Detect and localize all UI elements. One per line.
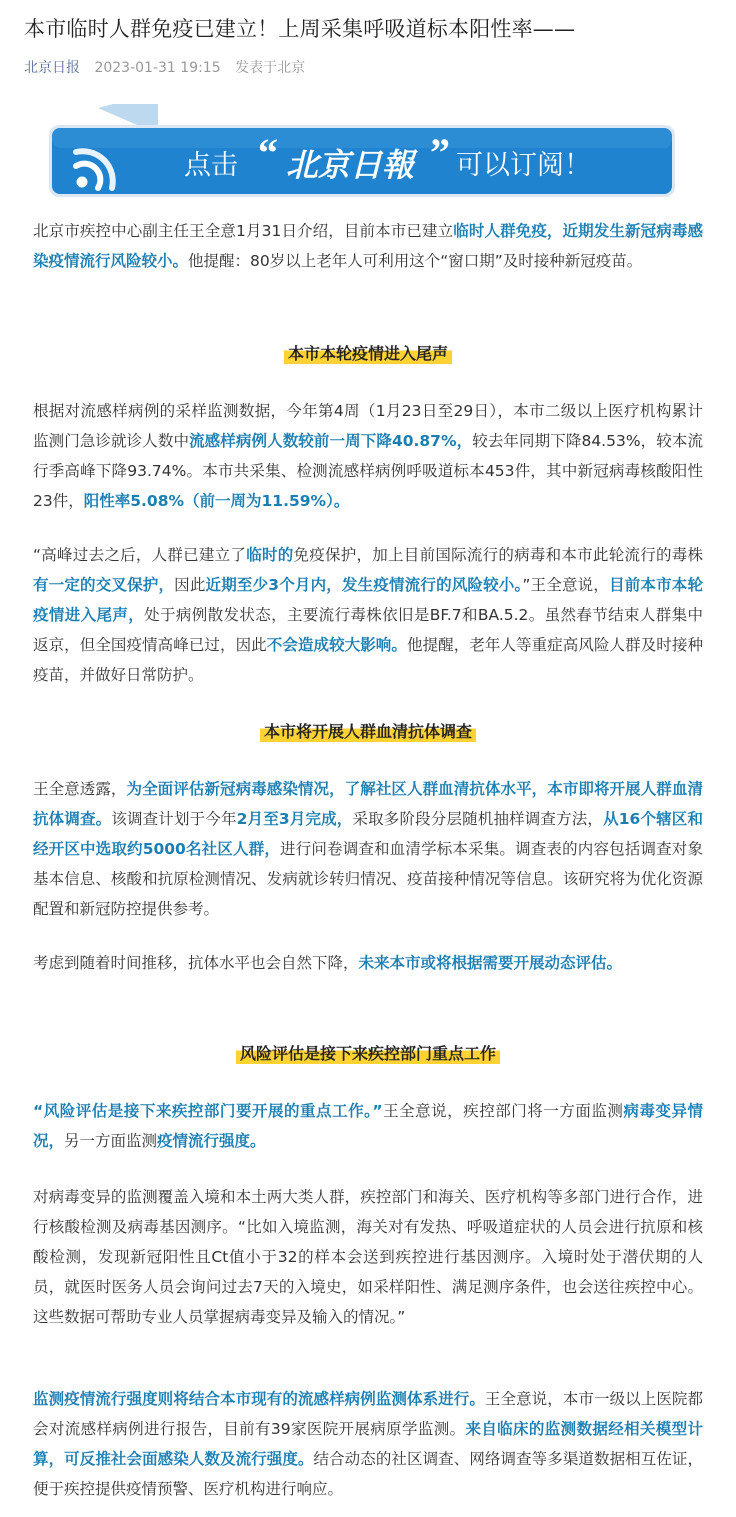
- banner-text-prefix: 点击: [184, 150, 238, 180]
- body-text: 王全意说，疾控部门将一方面监测: [382, 1102, 624, 1120]
- body-text: 处于病例散发状态，主要流行毒株依旧是BF.7和BA.5.2。虽然春节结束人群集中返京，但全国疫情高峰已过，因此: [33, 606, 703, 654]
- body-text: 进行问卷调查和血清学标本采集。调查表的内容包括调查对象基本信息、核酸和抗原检测情况、发病就诊转归情况、疫苗接种情况等信息。该研究将为优化资源配置和新冠防控提供参考。: [33, 840, 703, 918]
- body-text: 王全意透露，: [33, 780, 127, 798]
- article-meta: [24, 58, 305, 78]
- body-text: 对病毒变异的监测覆盖入境和本土两大类人群，疾控部门和海关、医疗机构等多部门进行合作，进行核酸检测及病毒基因测序。“比如入境监测，海关对有发热、呼吸道症状的人员会进行抗原和核酸检测，发现新冠阳性且Ct值小于32的样本会送到疾控进行基因测序。入境时处于潜伏期的人员，就医时医务人员会询问过去7天的入境史，如采样阳性、满足测序条件，也会送往疾控中心。这些数据可帮助专业人员掌握病毒变异及输入的情况。”: [33, 1188, 703, 1326]
- body-text: 采取多阶段分层随机抽样调查方法，: [352, 810, 604, 828]
- highlighted-text: 近期至少3个月内，发生疫情流行的风险较小。: [205, 576, 523, 594]
- publish-date: 2023-01-31 19:15: [94, 60, 221, 76]
- paragraph-antibody-survey: [33, 774, 703, 924]
- body-text: ”王全意说，: [522, 576, 610, 594]
- subscribe-banner[interactable]: [46, 104, 678, 200]
- body-text: 该调查计划于今年: [111, 810, 237, 828]
- body-text: 另一方面监测: [64, 1132, 158, 1150]
- highlighted-text: 从16个辖区和经开区中选取约5000名社区人群，: [33, 810, 703, 858]
- highlighted-text: 来自临床的监测数据经相关模型计算，可反推社会面感染人数及流行强度。: [33, 1420, 703, 1468]
- highlighted-text: 阳性率5.08%（前一周为11.59%）。: [83, 492, 350, 510]
- banner-quote-open: “: [258, 130, 278, 175]
- highlighted-text: 为全面评估新冠病毒感染情况，了解社区人群血清抗体水平，本市即将开展人群血清抗体调查。: [33, 780, 703, 828]
- body-text: 结合动态的社区调查、网络调查等多渠道数据相互佐证，便于疾控提供疫情预警、医疗机构进行响应。: [33, 1450, 703, 1498]
- body-text: 较去年同期下降84.53%，较本流行季高峰下降93.74%。本市共采集、检测流感样病例呼吸道标本453件，其中新冠病毒核酸阳性23件，: [33, 432, 703, 510]
- section-heading-3: 风险评估是接下来疾控部门重点工作: [0, 1042, 736, 1066]
- paragraph-intensity-monitoring: [33, 1384, 703, 1504]
- source-link[interactable]: 北京日报: [24, 60, 80, 76]
- highlighted-text: 有一定的交叉保护，: [33, 576, 175, 594]
- highlighted-text: 监测疫情流行强度则将结合本市现有的流感样病例监测体系进行。: [33, 1390, 485, 1408]
- paragraph-variant-monitoring: [33, 1182, 703, 1332]
- body-text: 因此: [174, 576, 206, 594]
- highlighted-text: 临时的: [246, 546, 294, 564]
- body-text: 他提醒：80岁以上老年人可利用这个“窗口期”及时接种新冠疫苗。: [188, 252, 643, 270]
- banner-text-suffix: 可以订阅！: [456, 150, 591, 180]
- highlighted-text: 病毒变异情况，: [33, 1102, 703, 1150]
- paragraph-epidemic-end: [33, 540, 703, 690]
- article-title: 本市临时人群免疫已建立！上周采集呼吸道标本阳性率——: [24, 17, 576, 41]
- section-heading-2: 本市将开展人群血清抗体调查: [0, 720, 736, 744]
- intro-paragraph: [33, 216, 703, 276]
- body-text: “高峰过去之后，人群已建立了: [33, 546, 247, 564]
- paragraph-risk-assessment: [33, 1096, 703, 1156]
- body-text: 王全意说，本市一级以上医院都会对流感样病例进行报告，目前有39家医院开展病原学监测。: [33, 1390, 703, 1438]
- body-text: 根据对流感样病例的采样监测数据，今年第4周（1月23日至29日），本市二级以上医疗机构累计监测门急诊就诊人数中: [33, 402, 703, 450]
- paragraph-dynamic-assessment: [33, 948, 703, 978]
- highlighted-text: “风险评估是接下来疾控部门要开展的重点工作。”: [33, 1102, 383, 1120]
- banner-brand: 北京日報: [286, 146, 415, 184]
- publish-location: 发表于北京: [235, 60, 306, 76]
- paragraph-flu-monitoring: [33, 396, 703, 516]
- highlighted-text: 未来本市或将根据需要开展动态评估。: [358, 954, 623, 972]
- body-text: 免疫保护，加上目前国际流行的病毒和本市此轮流行的毒株: [293, 546, 703, 564]
- highlighted-text: 临时人群免疫，近期发生新冠病毒感染疫情流行风险较小。: [33, 222, 703, 270]
- body-text: 考虑到随着时间推移，抗体水平也会自然下降，: [33, 954, 359, 972]
- section-heading-1: 本市本轮疫情进入尾声: [0, 342, 736, 366]
- highlighted-text: 2月至3月完成，: [236, 810, 353, 828]
- highlighted-text: 目前本市本轮疫情进入尾声，: [33, 576, 703, 624]
- body-text: 北京市疾控中心副主任王全意1月31日介绍，目前本市已建立: [33, 222, 454, 240]
- banner-quote-close: ”: [430, 130, 450, 175]
- body-text: 他提醒，老年人等重症高风险人群及时接种疫苗，并做好日常防护。: [33, 636, 703, 684]
- highlighted-text: 流感样病例人数较前一周下降40.87%，: [189, 432, 473, 450]
- highlighted-text: 疫情流行强度。: [157, 1132, 266, 1150]
- highlighted-text: 不会造成较大影响。: [266, 636, 407, 654]
